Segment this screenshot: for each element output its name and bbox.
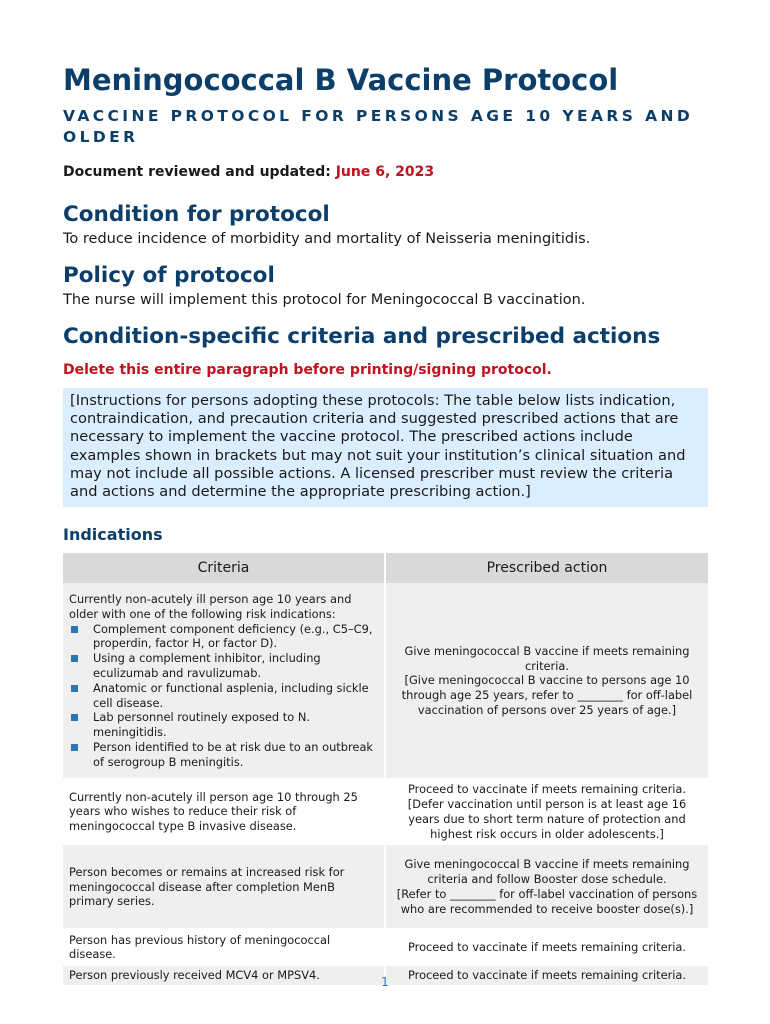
- table-row: [63, 583, 708, 779]
- reviewed-date: June 6, 2023: [335, 164, 435, 180]
- policy-text: The nurse will implement this protocol for Meningococcal B vaccination.: [63, 292, 586, 308]
- action-text: Proceed to vaccinate if meets remaining criteria.: [407, 968, 687, 983]
- criteria-cell: Person has previous history of meningococcal disease.: [63, 929, 385, 965]
- column-header-action: Prescribed action: [385, 553, 708, 583]
- criteria-cell: Person previously received MCV4 or MPSV4.: [63, 965, 385, 986]
- list-item: Lab personnel routinely exposed to N. meningitidis.: [69, 710, 378, 740]
- table-row: [63, 844, 708, 929]
- action-note: [Refer to ________ for off-label vaccination of persons who are recommended to receive booster dose(s).]: [396, 886, 698, 916]
- criteria-cell: Currently non-acutely ill person age 10 through 25 years who wishes to reduce their risk of meningococcal type B invasive disease.: [63, 779, 385, 844]
- indications-heading: Indications: [63, 525, 163, 545]
- page-subtitle: VACCINE PROTOCOL FOR PERSONS AGE 10 YEARS AND OLDER: [63, 107, 694, 146]
- criteria-heading: Condition-specific criteria and prescribed actions: [63, 324, 661, 349]
- action-cell: [385, 583, 708, 779]
- column-header-criteria: Criteria: [63, 553, 385, 583]
- document-page: [63, 58, 708, 987]
- instructions-note: [Instructions for persons adopting these protocols: The table below lists indication, contraindication, and precaution criteria and suggested prescribed actions that are necessary to implement the vaccine protocol. The prescribed actions include examples shown in brackets but may not suit your institution’s clinical situation and may not include all possible actions. A licensed prescriber must review the criteria and actions and determine the appropriate prescribing action.]: [63, 388, 708, 507]
- action-cell: [385, 844, 708, 929]
- action-text: Proceed to vaccinate if meets remaining criteria.: [407, 782, 687, 797]
- list-item: Using a complement inhibitor, including eculizumab and ravulizumab.: [69, 651, 378, 681]
- action-note: [Give meningococcal B vaccine to persons age 10 through age 25 years, refer to ________ for off-label vaccination of persons over 25 years of age.]: [401, 673, 693, 717]
- list-item: Anatomic or functional asplenia, including sickle cell disease.: [69, 681, 378, 711]
- review-line: [63, 163, 708, 181]
- table-row: [63, 929, 708, 965]
- action-cell: [385, 929, 708, 965]
- page-number: 1: [381, 975, 389, 989]
- list-item: Complement component deficiency (e.g., C5–C9, properdin, factor H, or factor D).: [69, 622, 378, 652]
- risk-list: [69, 622, 378, 770]
- indications-table: [63, 553, 708, 987]
- list-item: Person identified to be at risk due to an outbreak of serogroup B meningitis.: [69, 740, 378, 770]
- condition-text: To reduce incidence of morbidity and mortality of Neisseria meningitidis.: [63, 231, 591, 247]
- condition-heading: Condition for protocol: [63, 202, 330, 227]
- action-text: Proceed to vaccinate if meets remaining criteria.: [407, 940, 687, 954]
- action-cell: [385, 779, 708, 844]
- action-note: [Defer vaccination until person is at least age 16 years due to short term nature of protection and highest risk occurs in older adolescents.]: [407, 797, 687, 841]
- criteria-text: Currently non-acutely ill person age 10 years and older with one of the following risk indications:: [69, 591, 352, 621]
- criteria-cell: [63, 583, 385, 779]
- table-header-row: [63, 553, 708, 583]
- action-text: Give meningococcal B vaccine if meets remaining criteria and follow Booster dose schedule.: [404, 857, 690, 887]
- delete-warning: Delete this entire paragraph before printing/signing protocol.: [63, 362, 552, 378]
- page-title: Meningococcal B Vaccine Protocol: [63, 63, 619, 97]
- action-text: Give meningococcal B vaccine if meets remaining criteria.: [404, 643, 690, 673]
- table-row: [63, 779, 708, 844]
- criteria-cell: Person becomes or remains at increased risk for meningococcal disease after completion MenB primary series.: [63, 844, 385, 929]
- reviewed-label: Document reviewed and updated:: [63, 164, 331, 180]
- policy-heading: Policy of protocol: [63, 263, 275, 288]
